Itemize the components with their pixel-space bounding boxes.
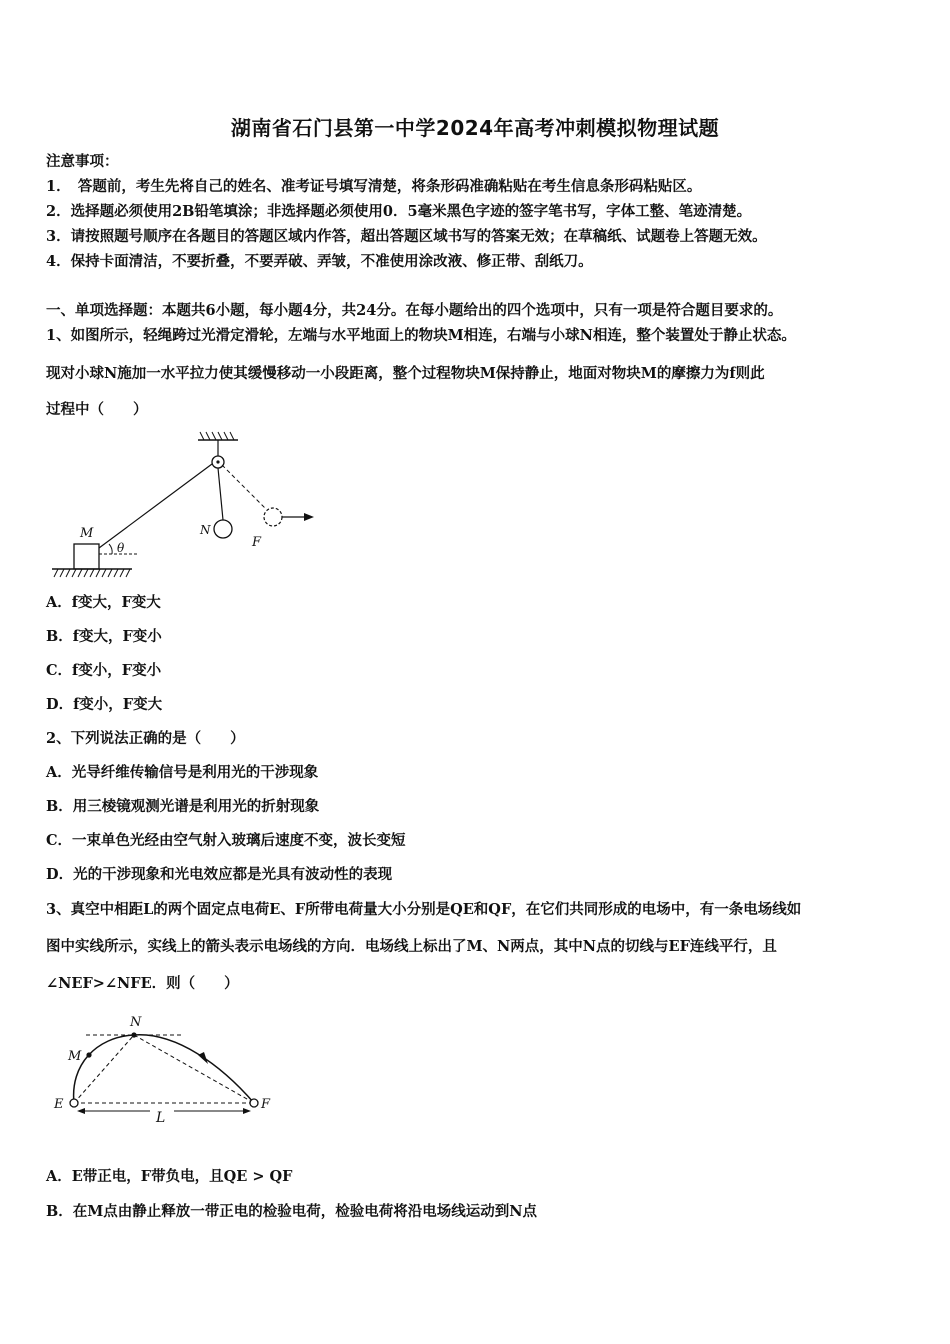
label-n: N: [130, 1015, 142, 1030]
notice-item-3: 3．请按照题号顺序在各题目的答题区域内作答，超出答题区域书写的答案无效；在草稿纸、试题卷上答题无效。: [46, 228, 767, 245]
section-heading: 一、单项选择题：本题共6小题，每小题4分，共24分。在每小题给出的四个选项中，只有一项是符合题目要求的。: [46, 302, 783, 319]
ball-n: [214, 520, 232, 538]
q2-option-c: C．一束单色光经由空气射入玻璃后速度不变，波长变短: [46, 832, 406, 849]
label-f: F: [252, 535, 262, 550]
q3-figure: [46, 1010, 286, 1130]
notice-item-4: 4．保持卡面清洁，不要折叠，不要弄破、弄皱，不准使用涂改液、修正带、刮纸刀。: [46, 253, 593, 270]
q1-option-b: B．f变大，F变小: [46, 628, 162, 645]
q1-option-a: A．f变大，F变大: [46, 594, 161, 611]
label-f: F: [261, 1097, 271, 1112]
notice-item-2: 2．选择题必须使用2B铅笔填涂；非选择题必须使用0．5毫米黑色字迹的签字笔书写，字体工整、笔迹清楚。: [46, 203, 752, 220]
q3-option-b: B．在M点由静止释放一带正电的检验电荷，检验电荷将沿电场线运动到N点: [46, 1203, 538, 1220]
notice-item-1: 1． 答题前，考生先将自己的姓名、准考证号填写清楚，将条形码准确粘贴在考生信息条形码粘贴区。: [46, 178, 702, 195]
q1-figure: [46, 428, 326, 583]
label-m: M: [80, 526, 94, 541]
q1-stem-line2: 现对小球N施加一水平拉力使其缓慢移动一小段距离，整个过程物块M保持静止，地面对物块M的摩擦力为f则此: [46, 365, 765, 382]
q3-stem-line2: 图中实线所示，实线上的箭头表示电场线的方向．电场线上标出了M、N两点，其中N点的切线与EF连线平行，且: [46, 938, 777, 955]
field-line: [74, 1035, 254, 1103]
page-title: 湖南省石门县第一中学2024年高考冲刺模拟物理试题: [230, 116, 720, 140]
q1-stem-line1: 1、如图所示，轻绳跨过光滑定滑轮，左端与水平地面上的物块M相连，右端与小球N相连，整个装置处于静止状态。: [46, 327, 796, 344]
label-n: N: [200, 523, 211, 537]
label-e: E: [54, 1097, 64, 1112]
q3-option-a: A．E带正电，F带负电，且QE > QF: [46, 1168, 293, 1185]
point-m: [86, 1052, 91, 1057]
charge-f: [250, 1099, 258, 1107]
label-m: M: [68, 1049, 82, 1064]
point-n: [131, 1032, 136, 1037]
label-theta: θ: [117, 541, 125, 555]
q3-stem-line3: ∠NEF>∠NFE．则（ ）: [46, 975, 239, 992]
q2-option-d: D．光的干涉现象和光电效应都是光具有波动性的表现: [46, 866, 393, 883]
block-m: [74, 544, 99, 569]
ball-displaced: [264, 508, 282, 526]
charge-e: [70, 1099, 78, 1107]
q2-stem: 2、下列说法正确的是（ ）: [46, 730, 245, 747]
q2-option-a: A．光导纤维传输信号是利用光的干涉现象: [46, 764, 319, 781]
q3-stem-line1: 3、真空中相距L的两个固定点电荷E、F所带电荷量大小分别是QE和QF，在它们共同形成的电场中，有一条电场线如: [46, 901, 802, 918]
q1-stem-line3: 过程中（ ）: [46, 401, 148, 418]
q1-option-c: C．f变小，F变小: [46, 662, 162, 679]
q2-option-b: B．用三棱镜观测光谱是利用光的折射现象: [46, 798, 320, 815]
notice-heading: 注意事项：: [46, 153, 119, 170]
q1-option-d: D．f变小，F变大: [46, 696, 163, 713]
label-l: L: [156, 1110, 166, 1126]
